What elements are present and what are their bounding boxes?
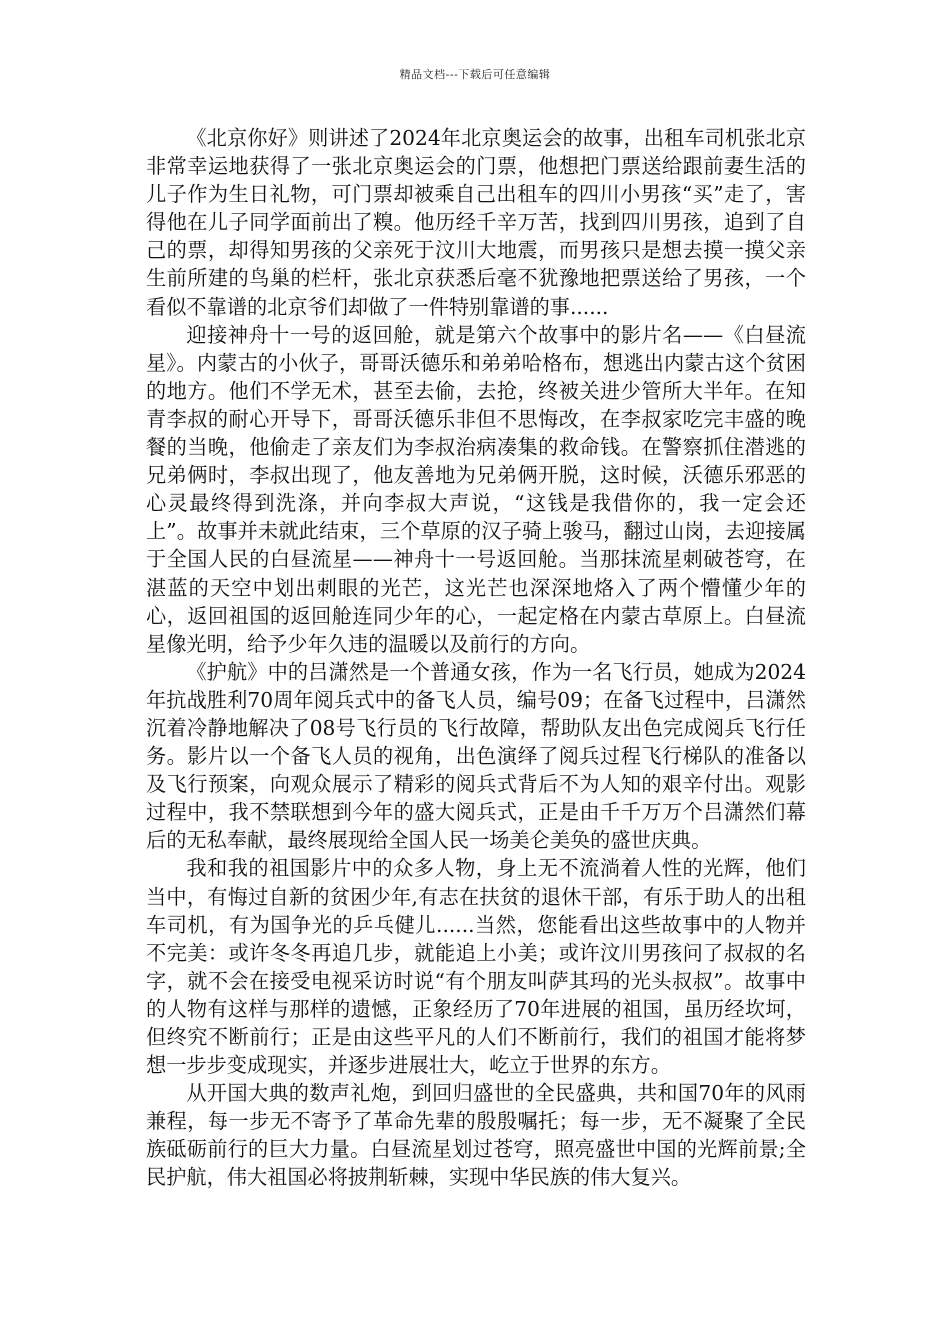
paragraph-escort: 《护航》中的吕潇然是一个普通女孩，作为一名飞行员，她成为2024年抗战胜利70周年阅兵式中的备飞人员，编号09；在备飞过程中，吕潇然沉着冷静地解决了08号飞行员的飞行故障，帮助队友出色完成阅兵飞行任务。影片以一个备飞人员的视角，出色演绎了阅兵过程飞行梯队的准备以及飞行预案，向观众展示了精彩的阅兵式背后不为人知的艰辛付出。观影过程中，我不禁联想到今年的盛大阅兵式，正是由千千万万个吕潇然们幕后的无私奉献，最终展现给全国人民一场美仑美奂的盛世庆典。 [146, 659, 806, 853]
document-body [146, 124, 806, 1192]
paragraph-characters: 我和我的祖国影片中的众多人物，身上无不流淌着人性的光辉，他们当中，有悔过自新的贫困少年,有志在扶贫的退休干部，有乐于助人的出租车司机，有为国争光的乒乓健儿......当然，您能看出这些故事中的人物并不完美：或许冬冬再追几步，就能追上小美；或许汶川男孩问了叔叔的名字，就不会在接受电视采访时说“有个朋友叫萨其玛的光头叔叔”。故事中的人物有这样与那样的遗憾，正象经历了70年进展的祖国，虽历经坎坷，但终究不断前行；正是由这些平凡的人们不断前行，我们的祖国才能将梦想一步步变成现实，并逐步进展壮大，屹立于世界的东方。 [146, 856, 806, 1078]
paragraph-daytime-meteor: 迎接神舟十一号的返回舱，就是第六个故事中的影片名——《白昼流星》。内蒙古的小伙子，哥哥沃德乐和弟弟哈格布，想逃出内蒙古这个贫困的地方。他们不学无术，甚至去偷，去抢，终被关进少管所大半年。在知青李叔的耐心开导下，哥哥沃德乐非但不思悔改，在李叔家吃完丰盛的晚餐的当晚，他偷走了亲友们为李叔治病凑集的救命钱。在警察抓住潜逃的兄弟俩时，李叔出现了，他友善地为兄弟俩开脱，这时候，沃德乐邪恶的心灵最终得到洗涤，并向李叔大声说，“这钱是我借你的，我一定会还上”。故事并未就此结束，三个草原的汉子骑上骏马，翻过山岗，去迎接属于全国人民的白昼流星——神舟十一号返回舱。当那抹流星刺破苍穹，在湛蓝的天空中划出刺眼的光芒，这光芒也深深地烙入了两个懵懂少年的心，返回祖国的返回舱连同少年的心，一起定格在内蒙古草原上。白昼流星像光明，给予少年久违的温暖以及前行的方向。 [146, 322, 806, 656]
paragraph-beijing-hello: 《北京你好》则讲述了2024年北京奥运会的故事，出租车司机张北京非常幸运地获得了一张北京奥运会的门票，他想把门票送给跟前妻生活的儿子作为生日礼物，可门票却被乘自己出租车的四川小男孩“买”走了，害得他在儿子同学面前出了糗。他历经千辛万苦，找到四川男孩，追到了自己的票，却得知男孩的父亲死于汶川大地震，而男孩只是想去摸一摸父亲生前所建的鸟巢的栏杆，张北京获悉后毫不犹豫地把票送给了男孩，一个看似不靠谱的北京爷们却做了一件特别靠谱的事...... [146, 126, 806, 319]
page-header: 精品文档---下载后可任意编辑 [399, 68, 551, 81]
paragraph-conclusion: 从开国大典的数声礼炮，到回归盛世的全民盛典，共和国70年的风雨兼程，每一步无不寄予了革命先辈的殷殷嘱托；每一步，无不凝聚了全民族砥砺前行的巨大力量。白昼流星划过苍穹，照亮盛世中国的光辉前景;全民护航，伟大祖国必将披荆斩棘，实现中华民族的伟大复兴。 [146, 1081, 806, 1190]
